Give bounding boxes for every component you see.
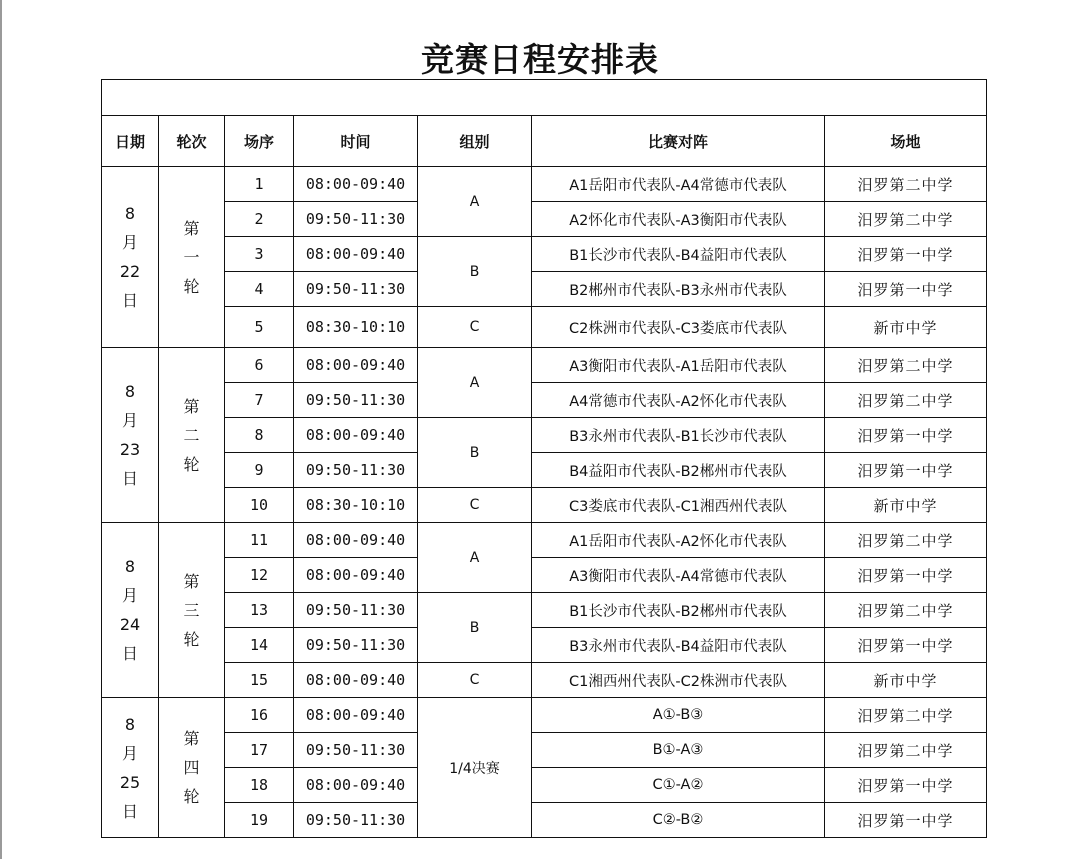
venue-cell: 新市中学	[825, 663, 987, 698]
time-cell: 08:30-10:10	[294, 488, 418, 523]
match-cell: A4常德市代表队-A2怀化市代表队	[532, 383, 825, 418]
venue-cell: 新市中学	[825, 488, 987, 523]
venue-cell: 汨罗第二中学	[825, 733, 987, 768]
group-cell: A	[418, 167, 532, 237]
venue-cell: 汨罗第二中学	[825, 167, 987, 202]
table-row	[102, 733, 987, 768]
group-cell: C	[418, 663, 532, 698]
venue-cell: 汨罗第一中学	[825, 272, 987, 307]
group-cell: 1/4决赛	[418, 698, 532, 838]
date-char: 8	[124, 204, 136, 223]
header-group: 组别	[418, 116, 532, 167]
match-cell: A3衡阳市代表队-A4常德市代表队	[532, 558, 825, 593]
venue-cell: 汨罗第一中学	[825, 768, 987, 803]
date-cell	[102, 348, 159, 523]
time-cell: 08:30-10:10	[294, 307, 418, 348]
time-cell: 08:00-09:40	[294, 698, 418, 733]
table-row	[102, 167, 987, 202]
blank-row	[102, 80, 987, 116]
match-cell: A1岳阳市代表队-A2怀化市代表队	[532, 523, 825, 558]
blank-cell	[102, 80, 987, 116]
round-char: 四	[183, 758, 200, 777]
match-cell: B4益阳市代表队-B2郴州市代表队	[532, 453, 825, 488]
table-row	[102, 803, 987, 838]
group-cell: B	[418, 418, 532, 488]
venue-cell: 汨罗第一中学	[825, 237, 987, 272]
round-char: 第	[183, 571, 200, 591]
header-venue: 场地	[825, 116, 987, 167]
time-cell: 08:00-09:40	[294, 558, 418, 593]
date-char: 22	[119, 262, 141, 281]
date-char: 25	[119, 772, 141, 792]
date-char: 月	[121, 743, 138, 763]
match-cell: A1岳阳市代表队-A4常德市代表队	[532, 167, 825, 202]
venue-cell: 汨罗第二中学	[825, 593, 987, 628]
order-cell: 5	[225, 307, 294, 348]
match-cell: B1长沙市代表队-B4益阳市代表队	[532, 237, 825, 272]
time-cell: 09:50-11:30	[294, 272, 418, 307]
table-row	[102, 523, 987, 558]
date-char: 8	[124, 714, 136, 734]
time-cell: 09:50-11:30	[294, 593, 418, 628]
date-char: 8	[124, 557, 136, 576]
order-cell: 4	[225, 272, 294, 307]
order-cell: 19	[225, 803, 294, 838]
venue-cell: 汨罗第二中学	[825, 523, 987, 558]
venue-cell: 汨罗第一中学	[825, 453, 987, 488]
date-char: 23	[119, 440, 141, 459]
venue-cell: 新市中学	[825, 307, 987, 348]
venue-cell: 汨罗第一中学	[825, 418, 987, 453]
venue-cell: 汨罗第一中学	[825, 558, 987, 593]
page-title: 竞赛日程安排表	[421, 40, 659, 79]
match-cell: C②-B②	[532, 803, 825, 838]
order-cell: 3	[225, 237, 294, 272]
match-cell: C1湘西州代表队-C2株洲市代表队	[532, 663, 825, 698]
venue-cell: 汨罗第一中学	[825, 628, 987, 663]
time-cell: 09:50-11:30	[294, 202, 418, 237]
order-cell: 13	[225, 593, 294, 628]
round-char: 一	[183, 247, 200, 267]
date-char: 月	[121, 586, 138, 605]
match-cell: A①-B③	[532, 698, 825, 733]
date-char: 月	[121, 233, 138, 252]
order-cell: 11	[225, 523, 294, 558]
match-cell: C①-A②	[532, 768, 825, 803]
time-cell: 08:00-09:40	[294, 663, 418, 698]
table-row	[102, 202, 987, 237]
group-cell: C	[418, 307, 532, 348]
match-cell: A3衡阳市代表队-A1岳阳市代表队	[532, 348, 825, 383]
table-row	[102, 307, 987, 348]
table-row	[102, 628, 987, 663]
order-cell: 2	[225, 202, 294, 237]
date-char: 日	[121, 644, 138, 663]
date-char: 日	[121, 291, 138, 310]
header-round: 轮次	[159, 116, 225, 167]
round-cell	[159, 523, 225, 698]
date-char: 日	[121, 469, 138, 488]
group-cell: A	[418, 523, 532, 593]
time-cell: 09:50-11:30	[294, 453, 418, 488]
order-cell: 8	[225, 418, 294, 453]
page-left-border	[0, 0, 2, 859]
venue-cell: 汨罗第二中学	[825, 383, 987, 418]
time-cell: 08:00-09:40	[294, 523, 418, 558]
table-row	[102, 593, 987, 628]
time-cell: 08:00-09:40	[294, 348, 418, 383]
table-row	[102, 488, 987, 523]
table-row	[102, 348, 987, 383]
header-order: 场序	[225, 116, 294, 167]
date-cell	[102, 523, 159, 698]
round-char: 第	[183, 396, 200, 416]
table-row	[102, 453, 987, 488]
round-cell	[159, 348, 225, 523]
match-cell: B3永州市代表队-B1长沙市代表队	[532, 418, 825, 453]
match-cell: C2株洲市代表队-C3娄底市代表队	[532, 307, 825, 348]
order-cell: 15	[225, 663, 294, 698]
group-cell: B	[418, 237, 532, 307]
order-cell: 17	[225, 733, 294, 768]
table-row	[102, 558, 987, 593]
time-cell: 09:50-11:30	[294, 803, 418, 838]
order-cell: 7	[225, 383, 294, 418]
date-char: 24	[119, 615, 141, 634]
venue-cell: 汨罗第二中学	[825, 698, 987, 733]
round-char: 轮	[183, 454, 200, 474]
time-cell: 08:00-09:40	[294, 418, 418, 453]
date-cell	[102, 698, 159, 838]
match-cell: A2怀化市代表队-A3衡阳市代表队	[532, 202, 825, 237]
group-cell: A	[418, 348, 532, 418]
table-row	[102, 418, 987, 453]
header-row	[102, 116, 987, 167]
date-cell	[102, 167, 159, 348]
table-row	[102, 272, 987, 307]
round-char: 二	[183, 425, 200, 445]
table-row	[102, 663, 987, 698]
match-cell: B1长沙市代表队-B2郴州市代表队	[532, 593, 825, 628]
header-match: 比赛对阵	[532, 116, 825, 167]
time-cell: 09:50-11:30	[294, 733, 418, 768]
venue-cell: 汨罗第一中学	[825, 803, 987, 838]
schedule-table	[101, 79, 987, 838]
round-char: 三	[183, 600, 200, 620]
order-cell: 1	[225, 167, 294, 202]
round-cell	[159, 167, 225, 348]
date-char: 日	[121, 801, 138, 821]
time-cell: 09:50-11:30	[294, 628, 418, 663]
order-cell: 12	[225, 558, 294, 593]
time-cell: 08:00-09:40	[294, 768, 418, 803]
order-cell: 18	[225, 768, 294, 803]
time-cell: 09:50-11:30	[294, 383, 418, 418]
header-time: 时间	[294, 116, 418, 167]
group-cell: C	[418, 488, 532, 523]
order-cell: 14	[225, 628, 294, 663]
match-cell: B3永州市代表队-B4益阳市代表队	[532, 628, 825, 663]
date-char: 8	[124, 382, 136, 401]
venue-cell: 汨罗第二中学	[825, 348, 987, 383]
round-char: 轮	[183, 276, 200, 296]
venue-cell: 汨罗第二中学	[825, 202, 987, 237]
order-cell: 6	[225, 348, 294, 383]
order-cell: 16	[225, 698, 294, 733]
match-cell: B2郴州市代表队-B3永州市代表队	[532, 272, 825, 307]
round-char: 轮	[183, 629, 200, 649]
table-row	[102, 383, 987, 418]
round-char: 轮	[183, 787, 200, 806]
table-row	[102, 698, 987, 733]
match-cell: B①-A③	[532, 733, 825, 768]
round-char: 第	[183, 729, 200, 748]
match-cell: C3娄底市代表队-C1湘西州代表队	[532, 488, 825, 523]
group-cell: B	[418, 593, 532, 663]
date-char: 月	[121, 411, 138, 430]
table-row	[102, 237, 987, 272]
time-cell: 08:00-09:40	[294, 167, 418, 202]
header-date: 日期	[102, 116, 159, 167]
round-char: 第	[183, 218, 200, 238]
time-cell: 08:00-09:40	[294, 237, 418, 272]
table-row	[102, 768, 987, 803]
round-cell	[159, 698, 225, 838]
order-cell: 10	[225, 488, 294, 523]
order-cell: 9	[225, 453, 294, 488]
